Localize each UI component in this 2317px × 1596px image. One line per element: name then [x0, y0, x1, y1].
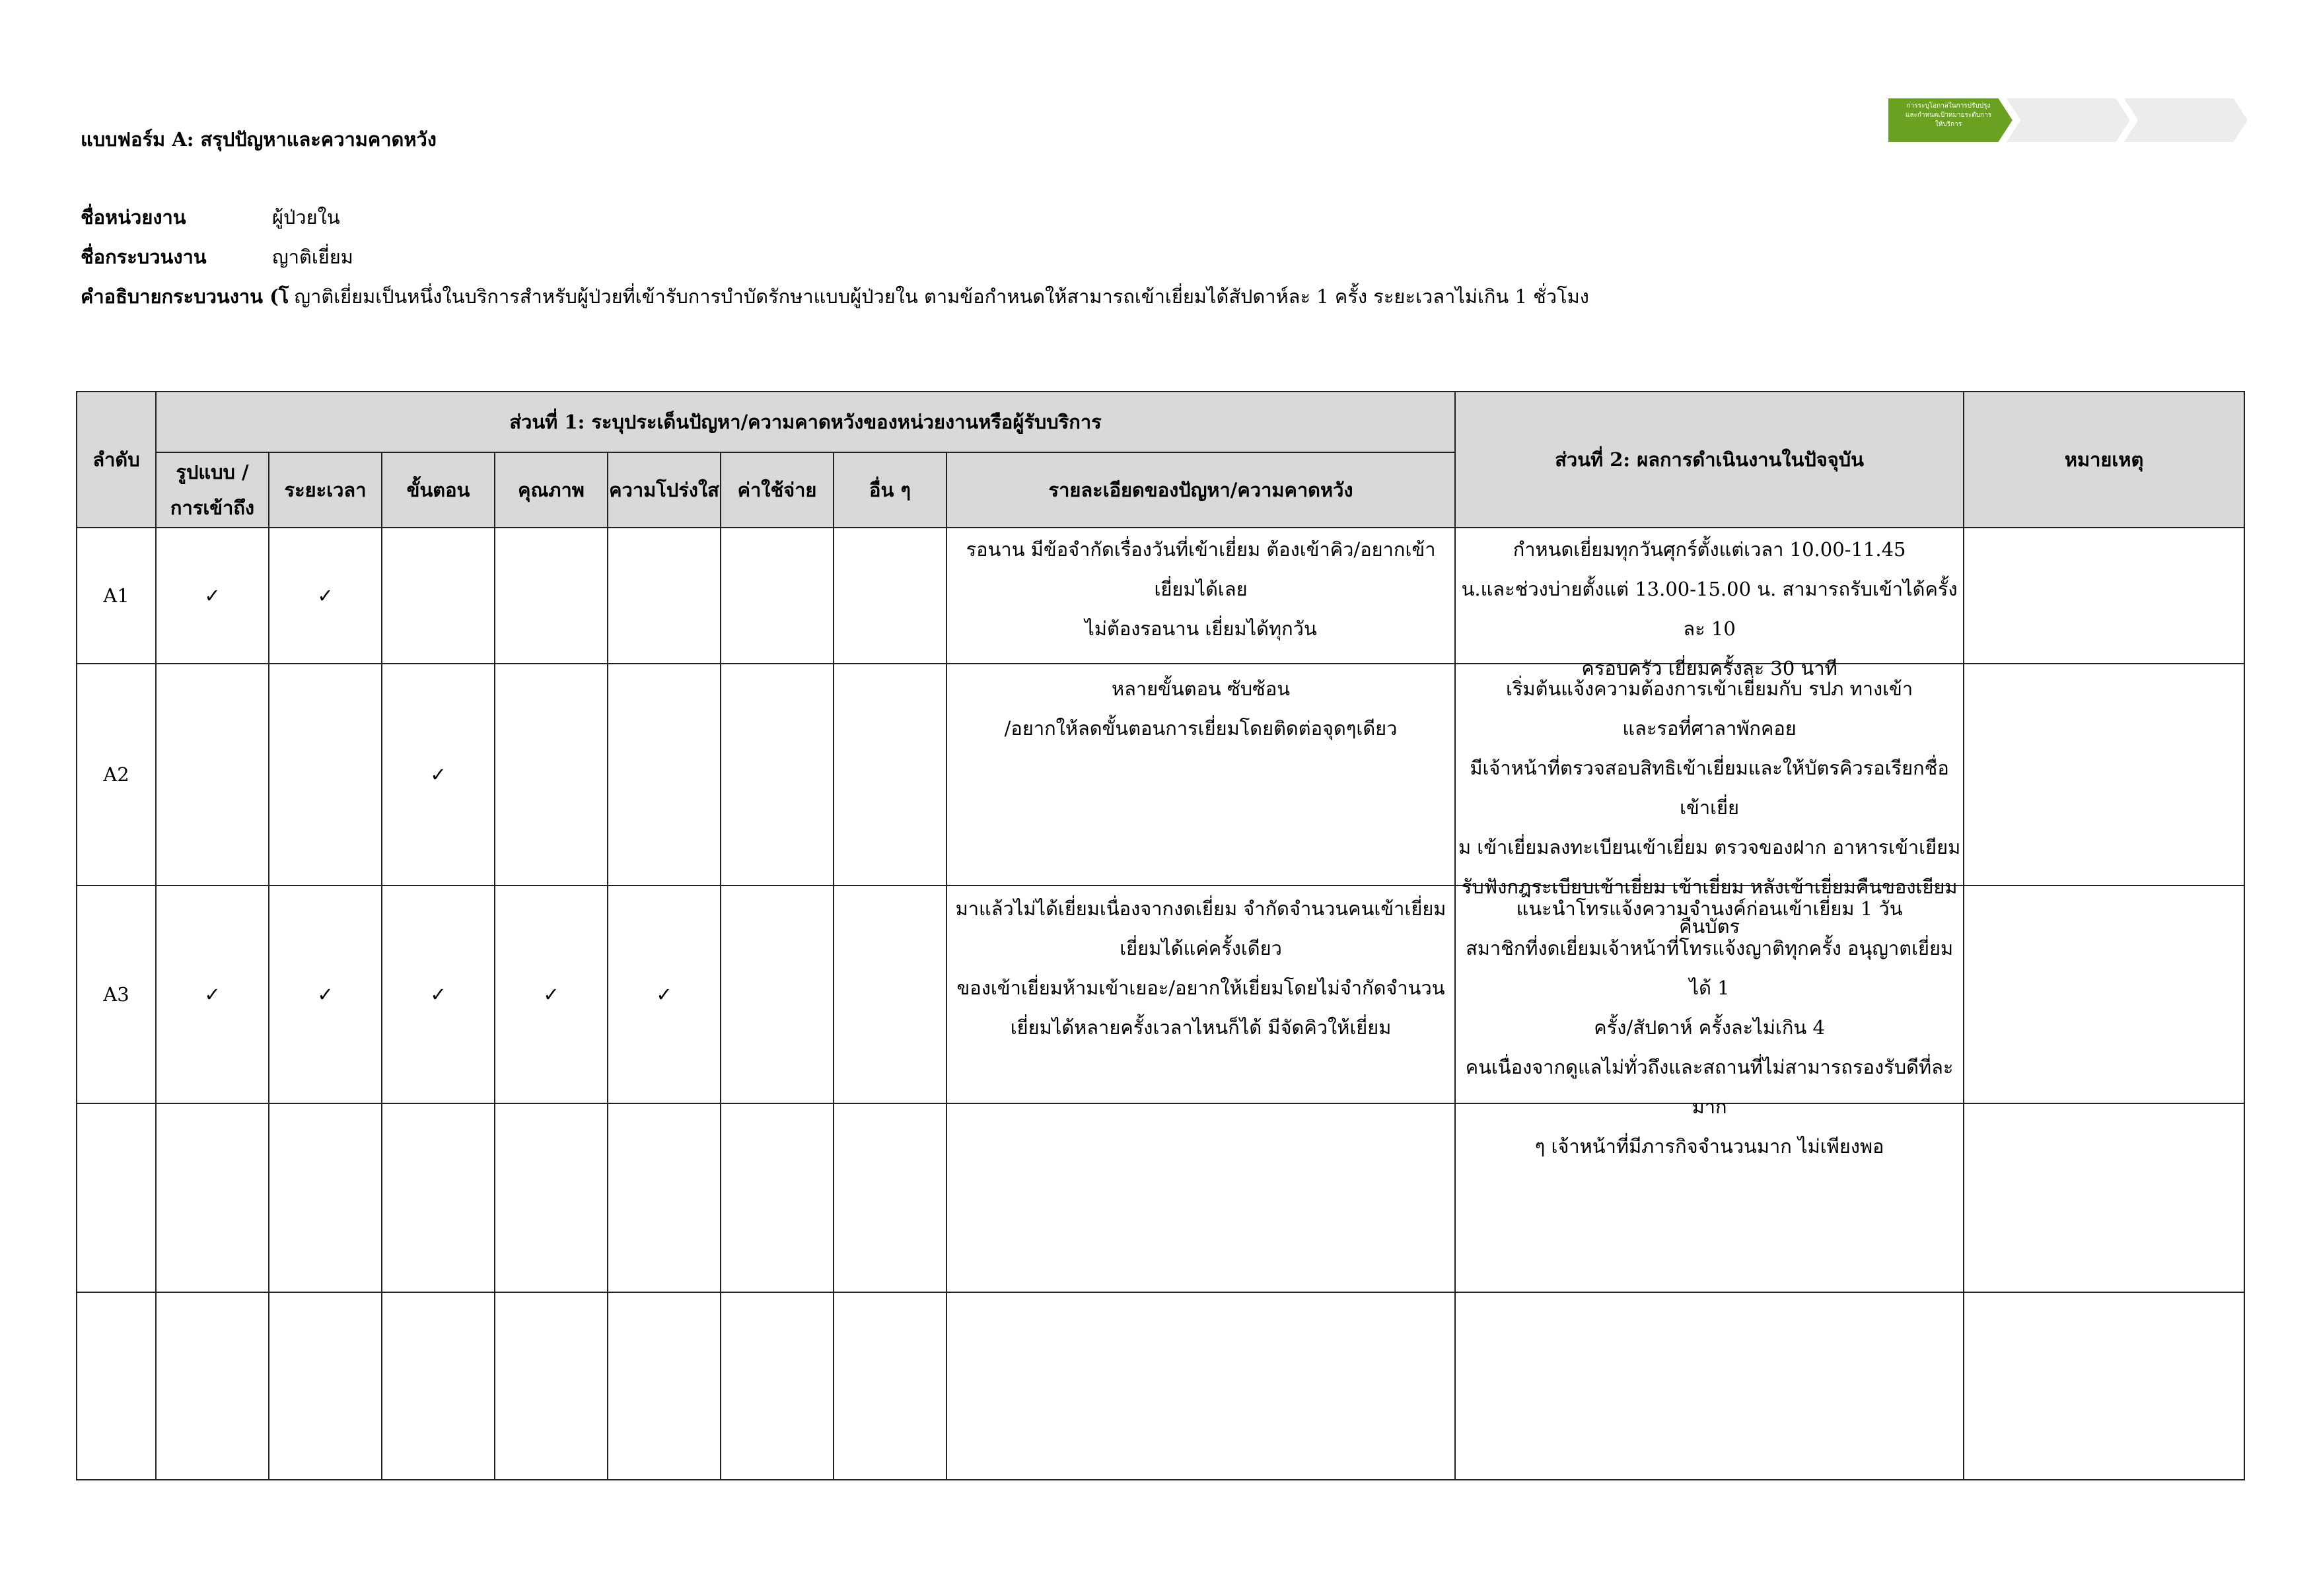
check-mark-icon: ✓: [656, 983, 672, 1006]
header-remarks: หมายเหตุ: [1964, 392, 2244, 528]
remark-cell: [1964, 1103, 2244, 1292]
check-cell-other: [834, 1103, 946, 1292]
detail-line: ไม่ต้องรอนาน เยี่ยมได้ทุกวัน: [1085, 617, 1317, 640]
check-cell-time: [269, 885, 382, 1103]
process-row: [81, 242, 353, 272]
current-result-line: และรอที่ศาลาพักคอย: [1622, 717, 1797, 740]
header-cat-cost: ค่าใช้จ่าย: [721, 452, 834, 528]
current-result-line: ม เข้าเยี่ยมลงทะเบียนเข้าเยี่ยม ตรวจของฝาก อาหารเข้าเยียม: [1458, 836, 1961, 858]
remark-cell: [1964, 1292, 2244, 1480]
check-mark-icon: ✓: [430, 983, 446, 1006]
check-cell-time: [269, 664, 382, 885]
header-cat-other: อื่น ๆ: [834, 452, 946, 528]
check-cell-access: [156, 664, 269, 885]
header-detail: รายละเอียดของปัญหา/ความคาดหวัง: [946, 452, 1455, 528]
progress-step-label: [2022, 102, 2110, 139]
check-cell-quality: [495, 528, 608, 664]
row-seq: [77, 1292, 156, 1480]
check-cell-access: [156, 528, 269, 664]
description-row: [81, 281, 1589, 312]
unit-label: ชื่อหน่วยงาน: [81, 206, 186, 228]
check-mark-icon: ✓: [204, 584, 221, 607]
current-result-line: ๆ เจ้าหน้าที่มีภารกิจจำนวนมาก ไม่เพียงพอ: [1534, 1135, 1884, 1158]
check-cell-transparency: [608, 1103, 721, 1292]
row-seq: A2: [77, 664, 156, 885]
process-value: ญาติเยี่ยม: [272, 246, 353, 268]
check-cell-time: [269, 1103, 382, 1292]
progress-steps: [1888, 98, 2244, 143]
current-result-line: มีเจ้าหน้าที่ตรวจสอบสิทธิเข้าเยี่ยมและให้บัตรคิวรอเรียกชื่อเข้าเยี่ย: [1470, 757, 1949, 819]
check-cell-other: [834, 885, 946, 1103]
header-cat-access: รูปแบบ / การเข้าถึง: [156, 452, 269, 528]
progress-step-1: [1888, 98, 2013, 143]
check-cell-other: [834, 664, 946, 885]
check-cell-access: [156, 1292, 269, 1480]
table-row: [77, 1103, 2244, 1292]
check-cell-quality: [495, 885, 608, 1103]
unit-row: [81, 202, 340, 232]
check-cell-cost: [721, 664, 834, 885]
detail-line: /อยากให้ลดขั้นตอนการเยี่ยมโดยติดต่อจุดๆเดียว: [1004, 717, 1398, 740]
detail-line: หลายขั้นตอน ซับซ้อน: [1111, 677, 1291, 700]
unit-value: ผู้ป่วยใน: [272, 206, 340, 228]
check-cell-steps: [382, 664, 495, 885]
detail-line: รอนาน มีข้อจำกัดเรื่องวันที่เข้าเยี่ยม ต้องเข้าคิว/อยากเข้าเยี่ยมได้เลย: [966, 538, 1436, 600]
check-cell-cost: [721, 1292, 834, 1480]
progress-step-label: [2140, 102, 2227, 139]
current-result-cell: [1455, 528, 1964, 679]
detail-line: เยี่ยมได้แค่ครั้งเดียว: [1120, 937, 1282, 959]
description-label: คำอธิบายกระบวนงาน (โ: [81, 285, 289, 308]
current-result-line: ครอบครัว เยี่ยมครั้งละ 30 นาที: [1581, 657, 1837, 679]
detail-line: มาแล้วไม่ได้เยี่ยมเนื่องจากงดเยี่ยม จำกัดจำนวนคนเข้าเยี่ยม: [955, 897, 1446, 920]
detail-cell: [946, 528, 1455, 664]
check-cell-time: [269, 1292, 382, 1480]
process-label: ชื่อกระบวนงาน: [81, 246, 207, 268]
current-result-line: รับฟังกฎระเบียบเข้าเยี่ยม เข้าเยี่ยม หลังเข้าเยี่ยมคืนของเยียม: [1461, 876, 1958, 898]
header-section-2: ส่วนที่ 2: ผลการดำเนินงานในปัจจุบัน: [1455, 392, 1964, 528]
header-cat-transparency: ความโปร่งใส: [608, 452, 721, 528]
form-title: แบบฟอร์ม A: สรุปปัญหาและความคาดหวัง: [81, 128, 437, 151]
check-cell-cost: [721, 885, 834, 1103]
check-cell-other: [834, 528, 946, 664]
row-seq: A3: [77, 885, 156, 1103]
check-cell-transparency: [608, 664, 721, 885]
header-cat-quality: คุณภาพ: [495, 452, 608, 528]
progress-step-label: การระบุโอกาสในการปรับปรุงและกำหนดเป้าหมายระดับการให้บริการ: [1905, 102, 1992, 128]
table-row: [77, 885, 2244, 1103]
check-mark-icon: ✓: [430, 763, 446, 786]
check-cell-steps: [382, 1103, 495, 1292]
check-cell-steps: [382, 1292, 495, 1480]
current-result-line: น.และช่วงบ่ายตั้งแต่ 13.00-15.00 น. สามารถรับเข้าได้ครั้งละ 10: [1461, 578, 1958, 640]
current-result-line: สมาชิกที่งดเยี่ยมเจ้าหน้าที่โทรแจ้งญาติทุกครั้ง อนุญาตเยี่ยมได้ 1: [1466, 937, 1954, 999]
check-cell-transparency: [608, 1292, 721, 1480]
current-result-cell: [1455, 885, 1964, 1158]
current-result-line: คืนบัตร: [1679, 915, 1740, 938]
remark-cell: [1964, 528, 2244, 664]
current-result-cell: [1455, 1292, 1964, 1480]
current-result-line: คนเนื่องจากดูแลไม่ทั่วถึงและสถานที่ไม่สามารถรองรับดีที่ละมาก: [1465, 1056, 1954, 1118]
table-row: [77, 1292, 2244, 1480]
check-mark-icon: ✓: [317, 584, 334, 607]
table-row: [77, 664, 2244, 885]
check-cell-cost: [721, 528, 834, 664]
check-cell-other: [834, 1292, 946, 1480]
check-mark-icon: ✓: [543, 983, 559, 1006]
header-section-1: ส่วนที่ 1: ระบุประเด็นปัญหา/ความคาดหวังของหน่วยงานหรือผู้รับบริการ: [156, 392, 1455, 452]
current-result-line: เริ่มต้นแจ้งความต้องการเข้าเยี่ยมกับ รปภ ทางเข้า: [1506, 677, 1913, 700]
remark-cell: [1964, 885, 2244, 1103]
row-seq: A1: [77, 528, 156, 664]
check-mark-icon: ✓: [317, 983, 334, 1006]
check-cell-access: [156, 885, 269, 1103]
description-value: ญาติเยี่ยมเป็นหนึ่งในบริการสำหรับผู้ป่วยที่เข้ารับการบำบัดรักษาแบบผู้ป่วยใน ตามข้อกำหนดให้สามารถเข้าเยี่ยมได้สัปดาห์ละ 1 ครั้ง ระยะเวลาไม่เกิน 1 ชั่วโมง: [294, 285, 1589, 308]
detail-cell: [946, 1292, 1455, 1480]
detail-cell: [946, 885, 1455, 1103]
problem-expectation-table: [76, 391, 2245, 1480]
check-cell-steps: [382, 885, 495, 1103]
check-cell-steps: [382, 528, 495, 664]
detail-cell: [946, 1103, 1455, 1292]
row-seq: [77, 1103, 156, 1292]
progress-step-2: [2005, 98, 2131, 143]
check-cell-quality: [495, 1292, 608, 1480]
check-cell-access: [156, 1103, 269, 1292]
header-cat-steps: ขั้นตอน: [382, 452, 495, 528]
detail-line: เยี่ยมได้หลายครั้งเวลาไหนก็ได้ มีจัดคิวให้เยี่ยม: [1010, 1016, 1392, 1039]
detail-line: ของเข้าเยี่ยมห้ามเข้าเยอะ/อยากให้เยี่ยมโดยไม่จำกัดจำนวน: [956, 977, 1445, 999]
detail-cell: [946, 664, 1455, 885]
current-result-line: แนะนำโทรแจ้งความจำนงค์ก่อนเข้าเยี่ยม 1 วัน: [1516, 897, 1903, 920]
header-seq: ลำดับ: [77, 392, 156, 528]
remark-cell: [1964, 664, 2244, 885]
progress-step-3: [2123, 98, 2248, 143]
check-cell-quality: [495, 664, 608, 885]
check-cell-quality: [495, 1103, 608, 1292]
check-cell-transparency: [608, 528, 721, 664]
current-result-line: ครั้ง/สัปดาห์ ครั้งละไม่เกิน 4: [1594, 1016, 1825, 1039]
check-cell-cost: [721, 1103, 834, 1292]
current-result-line: กำหนดเยี่ยมทุกวันศุกร์ตั้งแต่เวลา 10.00-11.45: [1513, 538, 1906, 561]
check-cell-time: [269, 528, 382, 664]
check-mark-icon: ✓: [204, 983, 221, 1006]
check-cell-transparency: [608, 885, 721, 1103]
header-cat-time: ระยะเวลา: [269, 452, 382, 528]
table-row: [77, 528, 2244, 664]
